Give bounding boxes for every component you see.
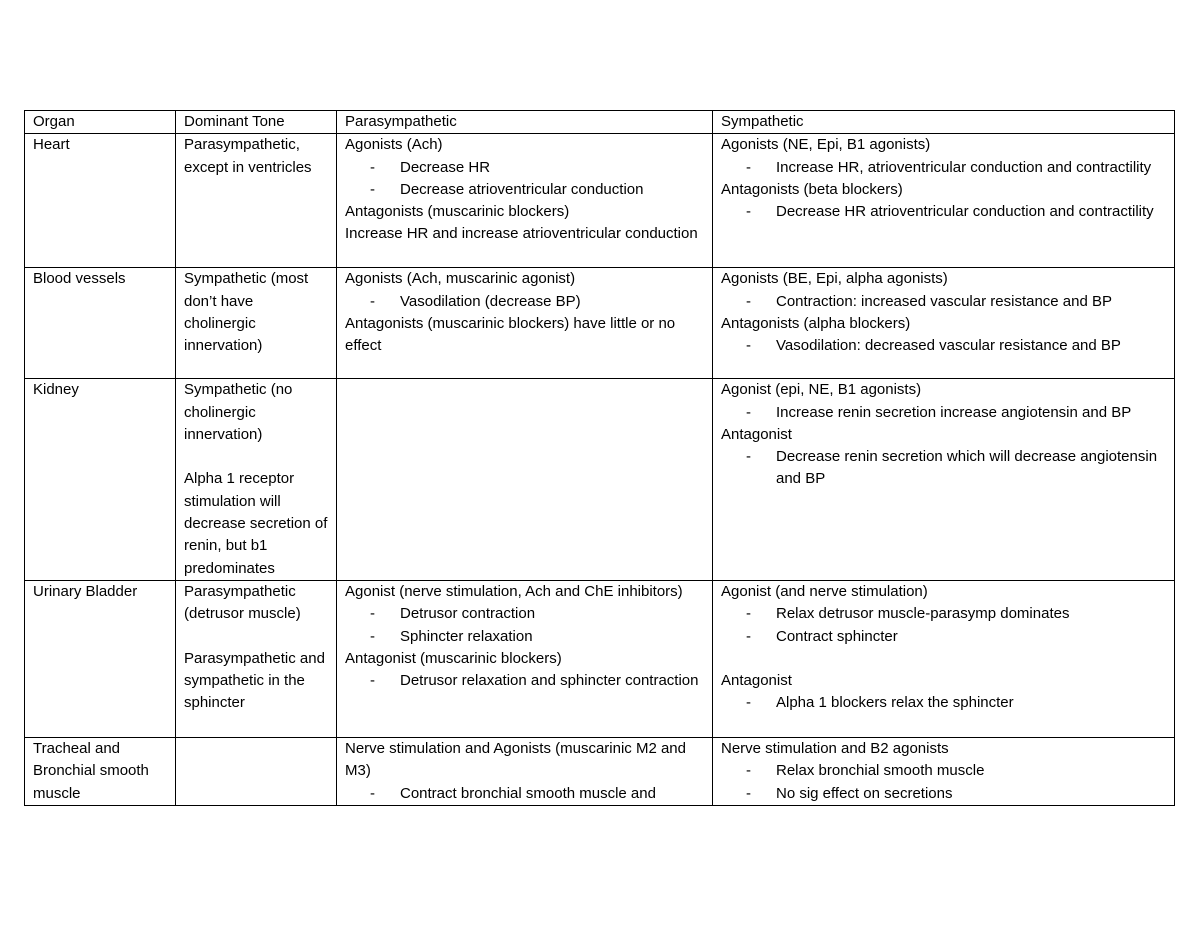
tone-paragraph (184, 626, 328, 648)
effect-heading: Antagonist (muscarinic blockers) (345, 649, 562, 667)
tone-cell (176, 737, 337, 805)
bullet-text: Detrusor relaxation and sphincter contraction (400, 672, 699, 690)
tone-paragraph: Sympathetic (no cholinergic innervation) (184, 381, 293, 443)
effect-bullet (345, 626, 704, 648)
effect-heading: Agonist (nerve stimulation, Ach and ChE inhibitors) (345, 582, 683, 600)
organ-cell (25, 268, 176, 379)
bullet-text: Decrease HR atrioventricular conduction and contractility (776, 203, 1154, 221)
tone-paragraph: Sympathetic (most don’t have cholinergic innervation) (184, 270, 309, 355)
effect-heading: Antagonists (muscarinic blockers) have little or no effect (345, 314, 676, 355)
bullet-text: Decrease atrioventricular conduction (400, 180, 644, 198)
parasympathetic-cell (337, 134, 713, 268)
dash-bullet-icon: - (746, 605, 751, 623)
tone-paragraph: Parasympathetic, except in ventricles (184, 136, 312, 176)
dash-bullet-icon: - (746, 158, 751, 176)
dash-bullet-icon: - (746, 337, 751, 355)
header-dominant-tone: Dominant Tone (176, 111, 337, 134)
sympathetic-cell (713, 737, 1175, 805)
header-organ: Organ (25, 111, 176, 134)
table-row (25, 268, 1175, 379)
table-row (25, 134, 1175, 268)
dash-bullet-icon: - (746, 403, 751, 421)
effect-bullet (721, 291, 1166, 313)
parasympathetic-cell (337, 379, 713, 581)
header-parasympathetic: Parasympathetic (337, 111, 713, 134)
bullet-text: Sphincter relaxation (400, 627, 533, 645)
bullet-text: Alpha 1 blockers relax the sphincter (776, 694, 1014, 712)
dash-bullet-icon: - (370, 605, 375, 623)
effect-heading: Antagonists (beta blockers) (721, 180, 903, 198)
effect-bullet (345, 783, 704, 805)
effect-bullet (721, 402, 1166, 424)
effect-heading: Antagonists (alpha blockers) (721, 314, 911, 332)
bullet-text: Vasodilation (decrease BP) (400, 292, 581, 310)
dash-bullet-icon: - (746, 203, 751, 221)
organ-cell (25, 379, 176, 581)
effect-bullet (345, 291, 704, 313)
organ-name: Blood vessels (33, 270, 126, 288)
bullet-text: Relax detrusor muscle-parasymp dominates (776, 605, 1070, 623)
header-row (25, 111, 1175, 134)
effect-bullet (721, 603, 1166, 625)
dash-bullet-icon: - (746, 627, 751, 645)
tone-paragraph: Parasympathetic (detrusor muscle) (184, 582, 301, 623)
bullet-text: Increase renin secretion increase angiotensin and BP (776, 403, 1132, 421)
effect-heading: Agonist (and nerve stimulation) (721, 582, 928, 600)
organ-name: Tracheal and Bronchial smooth muscle (33, 739, 149, 802)
header-sympathetic: Sympathetic (713, 111, 1175, 134)
tone-cell (176, 134, 337, 268)
dash-bullet-icon: - (370, 627, 375, 645)
dash-bullet-icon: - (370, 292, 375, 310)
effect-bullet (345, 670, 704, 692)
effect-heading: Antagonist (721, 425, 792, 443)
bullet-text: Increase HR, atrioventricular conduction and contractility (776, 158, 1152, 176)
organ-cell (25, 134, 176, 268)
dash-bullet-icon: - (746, 448, 751, 466)
effect-heading: Nerve stimulation and B2 agonists (721, 739, 949, 757)
dash-bullet-icon: - (370, 180, 375, 198)
dash-bullet-icon: - (370, 784, 375, 802)
sympathetic-cell (713, 580, 1175, 737)
organ-cell (25, 737, 176, 805)
table-row (25, 737, 1175, 805)
sympathetic-cell (713, 134, 1175, 268)
bullet-text: No sig effect on secretions (776, 784, 953, 802)
bullet-text: Contraction: increased vascular resistance and BP (776, 292, 1113, 310)
effect-heading: Agonist (epi, NE, B1 agonists) (721, 381, 922, 399)
effect-bullet (721, 760, 1166, 782)
bullet-text: Vasodilation: decreased vascular resistance and BP (776, 337, 1121, 355)
parasympathetic-cell (337, 268, 713, 379)
organ-cell (25, 580, 176, 737)
effect-bullet (721, 446, 1166, 491)
parasympathetic-cell (337, 580, 713, 737)
tone-cell (176, 580, 337, 737)
dash-bullet-icon: - (370, 672, 375, 690)
bullet-text: Relax bronchial smooth muscle (776, 762, 985, 780)
effect-heading: Nerve stimulation and Agonists (muscarinic M2 and M3) (345, 739, 686, 780)
table-row (25, 379, 1175, 581)
effect-bullet (721, 626, 1166, 648)
blank-line (721, 648, 1166, 670)
effect-bullet (721, 783, 1166, 805)
tone-cell (176, 268, 337, 379)
bullet-text: Contract bronchial smooth muscle and (400, 784, 656, 802)
tone-paragraph: Parasympathetic and sympathetic in the sphincter (184, 649, 325, 712)
effect-heading: Agonists (NE, Epi, B1 agonists) (721, 136, 931, 154)
effect-bullet (345, 179, 704, 201)
effect-bullet (721, 692, 1166, 714)
tone-paragraph: Alpha 1 receptor stimulation will decrease secretion of renin, but b1 predominates (184, 470, 328, 577)
bullet-text: Decrease HR (400, 158, 491, 176)
dash-bullet-icon: - (370, 158, 375, 176)
effect-heading: Increase HR and increase atrioventricular conduction (345, 225, 698, 243)
dash-bullet-icon: - (746, 784, 751, 802)
bullet-text: Detrusor contraction (400, 605, 536, 623)
effect-bullet (345, 603, 704, 625)
organ-name: Heart (33, 136, 70, 154)
dash-bullet-icon: - (746, 694, 751, 712)
bullet-text: Contract sphincter (776, 627, 898, 645)
effect-bullet (721, 335, 1166, 357)
effect-heading: Antagonists (muscarinic blockers) (345, 203, 570, 221)
effect-heading: Agonists (Ach) (345, 136, 443, 154)
organ-name: Urinary Bladder (33, 582, 138, 600)
dash-bullet-icon: - (746, 292, 751, 310)
organ-name: Kidney (33, 381, 79, 399)
effect-bullet (721, 157, 1166, 179)
sympathetic-cell (713, 379, 1175, 581)
effect-heading: Agonists (BE, Epi, alpha agonists) (721, 270, 948, 288)
pharmacology-table (24, 110, 1175, 806)
sympathetic-cell (713, 268, 1175, 379)
parasympathetic-cell (337, 737, 713, 805)
bullet-text: Decrease renin secretion which will decrease angiotensin and BP (776, 448, 1158, 488)
effect-bullet (345, 157, 704, 179)
tone-cell (176, 379, 337, 581)
tone-paragraph (184, 446, 328, 468)
effect-heading: Antagonist (721, 672, 792, 690)
table-row (25, 580, 1175, 737)
effect-heading: Agonists (Ach, muscarinic agonist) (345, 270, 576, 288)
effect-bullet (721, 201, 1166, 223)
dash-bullet-icon: - (746, 762, 751, 780)
